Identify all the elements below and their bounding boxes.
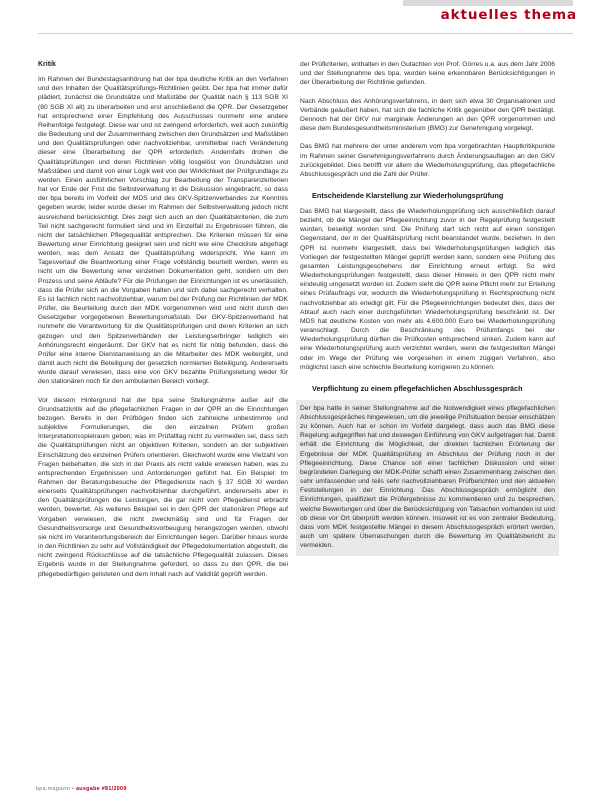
header-tab-strip: [403, 0, 573, 6]
right-paragraph-1: der Prüfkriterien, enthalten in den Gutachten von Prof. Görres u.a. aus dem Jahr 2006 und der Stellungnahme des bpa, wurden keine erkennbaren Berücksichtigungen in der Überarbeitung der Richtlinie gefunden.: [300, 61, 555, 87]
highlight-box: [296, 400, 559, 557]
sub-heading-wiederholungspruefung: Entscheidende Klarstellung zur Wiederholungsprüfung: [312, 191, 504, 200]
section-heading-kritik: Kritik: [38, 61, 56, 68]
right-paragraph-2: Nach Abschluss des Anhörungsverfahrens, in dem sich etwa 30 Organisationen und Verbände geäußert haben, hat sich die fachliche Kritik gegenüber den QPR bestätigt. Dennoch hat der GKV nur marginale Änderungen an den QPR vorgenommen und diese dem Bundesgesundheitsministerium (BMG) zur Genehmigung vorgelegt.: [300, 97, 555, 133]
right-column: [300, 60, 555, 556]
page-header: [0, 0, 591, 34]
footer-issue: ausgabe #81/2009: [75, 786, 127, 792]
footer-separator: •: [71, 786, 76, 792]
section-title: aktuelles thema: [440, 7, 577, 23]
sub-heading-abschlussgespraech: Verpflichtung zu einem pflegefachlichen Abschlussgespräch: [312, 383, 523, 393]
left-column: [38, 60, 288, 588]
right-paragraph-5: Der bpa hatte in seiner Stellungnahme auf die Notwendigkeit eines pflegefachlichen Abschlussgespräches hingewiesen, um die jeweilige Prüfsituation besser einschätzen zu können. Auch hat er schon im Vorfeld dargelegt, dass auch das BMG diese Regelung aufgegriffen hat und deswegen Einführung von GKV aufgetragen hat. Damit erhält die Einrichtung die Möglichkeit, der direkten fachlichen Erörterung der Ergebnisse der MDK Qualitätsprüfung im Abschluss der Prüfung noch in der Pflegeeinrichtung. Diese Chance soll einer fachlichen Diskussion und einer begründeten Darlegung der MDK-Prüfer schafft einen Zusammenhang zwischen den sehr umfassenden und teils sehr nachvollziehbaren Prüfberichten und den aktuellen Feststellungen in der Einrichtung. Das Abschlussgespräch ermöglicht den Einrichtungen, qualifiziert die Prüfergebnisse zu kommentieren und zu besprechen, welche Bewertungen und über die Berücksichtigung von Tatsachen vorhanden ist und ob diese vor Ort überprüft werden können. Insoweit ist es von zentraler Bedeutung, dass vom MDK festgestellte Mängel in diesem Abschlussgespräch erörtert werden, auch um spätere Überraschungen durch die Bewertung im Qualitätsbericht zu vermeiden.: [300, 404, 555, 550]
header-divider: [38, 33, 573, 34]
left-paragraph-2: Vor diesem Hintergrund hat der bpa seine Stellungnahme außer auf die Grundsatzkritik auf die pflegefachlichen Fragen in der QPR an die Einrichtungen bezogen. Bereits in den Prüfbögen finden sich zahlreiche unbestimmte und subjektive Formulierungen, die den einzelnen Prüfern großen Interpretationsspielraum geben; was im Prüfalltag nicht zu vermeiden sei, dass sich die Qualitätsprüfungen nicht an objektiven Kriterien, sondern an der subjektiven Einschätzung des einzelnen Prüfers orientieren. Gleichwohl wurde eine Vielzahl von Fragen beibehalten, die sich in der Praxis als nicht valide erwiesen haben, was zu entsprechenden Ergebnissen und Anforderungen geführt hat. Ein Beispiel: Im Rahmen der Beratungsbesuche der Pflegedienste nach § 37 SGB XI werden einerseits Qualitätsprüfungen nachvollziehbar durchgeführt, andererseits aber in den Qualitätsprüfungen die Leistungen, die gar nicht vom Pflegedienst erbracht werden, bewertet. Als weiteres Beispiel sei in den QPR der stationären Pflege auf Vorgaben verwiesen, die nicht zweckmäßig sind und für Fragen der Gesundheitsvorsorge und Gesundheitsvorbeugung herangezogen werden, obwohl sie nicht im Verantwortungsbereich der Einrichtungen liegen. Darüber hinaus wurde in den Richtlinien zu sehr auf Vollständigkeit der Pflegedokumentation abgestellt, die nicht zwingend Rückschlüsse auf die tatsächliche Pflegequalität zulassen. Dieses Ergebnis wurde in der Stellungnahme gefordert, so dass zu den QPR, die bei pflegebedürftigen gelisteten und dem Inhalt nach auf Validität geprüft werden.: [38, 396, 288, 578]
left-paragraph-1: Im Rahmen der Bundestagsanhörung hat der bpa deutliche Kritik an den Verfahren und den Inhalten der Qualitätsprüfungs-Richtlinien geübt. Der bpa hat immer dafür plädiert, zunächst die Grundsätze und Maßstäbe der Qualität nach § 113 SGB XI (80 SGB XI alt) zu überarbeiten und erst anschließend die QPR. Der Gesetzgeber hat entsprechend einer Empfehlung des Ausschusses nunmehr eine andere Reihenfolge festgelegt. Diese war und ist zwingend erforderlich, weil auch zukünftig die Bedeutung und der Zusammenhang zwischen den Grundsätzen und Maßstäben und den Qualitätsprüfungen oder nachvollziehbar, unmittelbar nach Veränderung dieser eine Überarbeitung der QPR erforderlich. Andernfalls drohen die Qualitätsprüfungen und deren Richtlinien völlig losgelöst von Grundsätzen und Maßstäben und damit von einer Logik weit von der Wirklichkeit der Prüfgrundlage zu werden. Einen ausführlichen Vorschlag zur Bearbeitung der Transparenzkriterien hat vor Ende der Frist die Selbstverwaltung in die Diskussion eingebracht, so dass der bpa bereits im Vorfeld der MDS und des GKV-Spitzenverbandes zur Kenntnis gegeben wurde; leider wurde dieser im Rahmen der Selbstverwaltung jedoch nicht ausreichend berücksichtigt. Dies zeigt sich auch an den Qualitätskriterien, die zum Teil nicht sachgerecht formuliert sind und im Einzelfall zu Ergebnissen führen, die nicht der tatsächlichen Pflegequalität entsprechen. Die Kriterien müssen für eine Bewertung einer Einrichtung geeignet sein und nicht wie eine Checkliste abgefragt werden, was dem Ansatz der Qualitätsprüfung widerspricht. Wie kann im Tagesverlauf die Beantwortung einer Frage vollständig beurteilt werden, wenn es nicht um die Bewertung einer einzelnen Dokumentation geht, sondern um den Prozess und seine Abläufe? Für die Prüfungen der Einrichtungen ist es unerlässlich, dass die Prüfer sich an die Vorgaben halten und sich dabei sachgerecht verhalten. Es ist fachlich nicht nachvollziehbar, warum bei der Prüfung der Richtlinien der MDK Prüfer, die Beurteilung durch den MDK vorgenommen wird und nicht durch den Gesetzgeber vorgegebenen Bewertungsmaßstab. Der GKV-Spitzenverband hat nunmehr die Verantwortung für die Qualitätsprüfungen und deren Kriterien an sich gezogen und den Spitzenverbänden der Leistungserbringer lediglich ein Anhörungsrecht eingeräumt. Der GKV hat es nicht für nötig befunden, dass die Prüfer eine interne Dienstanweisung an die Mitarbeiter des MDK weitergibt, und damit auch nicht die Beteiligung der gesetzlich normierten Beteiligung. Andererseits wurde darauf verwiesen, dass eine von GKV bezahlte Prüfungsleitung weder für den stationären noch für den ambulanten Bereich vorliegt.: [38, 76, 288, 386]
footer-magazine: bpa.magazin: [36, 786, 71, 792]
page-footer: [36, 786, 127, 792]
right-paragraph-4: Das BMG hat klargestellt, dass die Wiederholungsprüfung sich ausschließlich darauf bezieht, ob die Mängel der Pflegeeinrichtung zuvor in der Regelprüfung festgestellt wurden, beseitigt worden sind. Die Prüfung darf sich nicht auf einen sonstigen Gegenstand, der in der Qualitätsprüfung nicht beanstandet wurde, beziehen. In den QPR ist nunmehr klargestellt, dass bei Wiederholungsprüfungen lediglich das Vorliegen der festgestellten Mängel geprüft werden kann, sondern eine Prüfung des gesamten Leistungsgeschehens der Einrichtung erneut erfolgt. So wird Wiederholungsprüfungen festgestellt, dass dieser Hinweis in den QPR nicht mehr eindeutig umgesetzt worden ist. Zudem sieht die QPR keine Pflicht mehr zur Erteilung eines Prüfauftrags vor, wodurch die Wiederholungsprüfung in Rechtsprechung nicht nachvollziehbar als erledigt gilt. Für die Pflegeeinrichtungen bedeutet dies, dass der Ablauf auch nach einer durchgeführten Wiederholungsprüfung beschränkt ist. Der MDS hat deutliche Kosten von mehr als 4.600.000 Euro bei Wiederholungsprüfung veranschlagt. Durch die Beschränkung des Prüfumfangs bei der Wiederholungsprüfung dürften die Prüfkosten entsprechend sinken. Zudem kann auf eine Wiederholungsprüfung auch verzichtet werden, wenn die festgestellten Mängel oder im Wege der Prüfung wie vorgesehen in einem zügigen Verfahren, also möglichst rasch eine schlechte Beurteilung korrigieren zu können.: [300, 208, 555, 371]
right-paragraph-3: Das BMG hat mehrere der unter anderem vom bpa vorgebrachten Hauptkritikpunkte im Rahmen seiner Genehmigungsverfahrens durch Änderungsauflagen an den GKV zurückgebildet. Dies betrifft vor allem die Wiederholungsprüfung, das pflegefachliche Abschlussgespräch und die Zahl der Prüfer.: [300, 143, 555, 178]
